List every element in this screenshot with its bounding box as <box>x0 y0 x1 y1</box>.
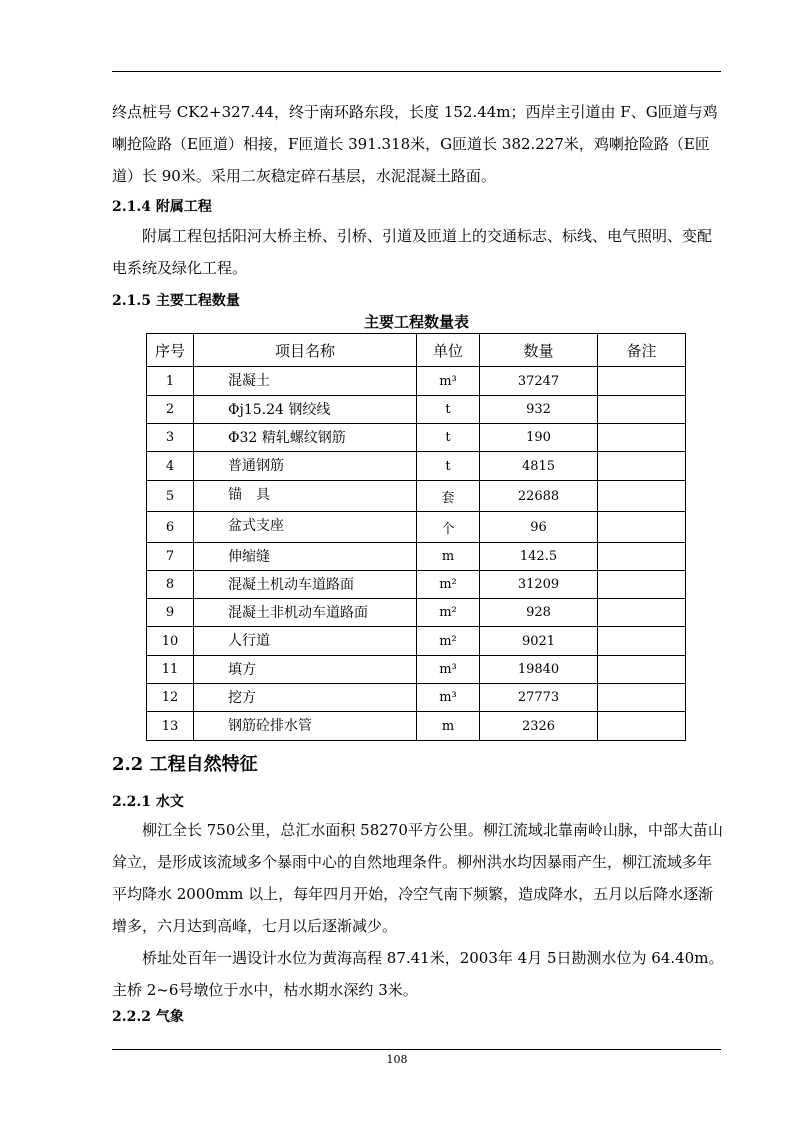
cell-unit: 个 <box>417 512 480 543</box>
section-2-1-4-text: 附属工程包括阳河大桥主桥、引桥、引道及匝道上的交通标志、标线、电气照明、变配电系统及绿化工程。 <box>112 227 713 277</box>
section-heading-2-2-2: 2.2.2 气象 <box>112 1009 184 1025</box>
table-row <box>147 571 686 599</box>
cell-unit: 套 <box>417 481 480 512</box>
cell-note <box>598 599 686 627</box>
table-row <box>147 712 686 741</box>
cell-qty: 2326 <box>480 712 598 741</box>
cell-qty: 190 <box>480 424 598 452</box>
table-row <box>147 512 686 543</box>
table-row <box>147 481 686 512</box>
cell-qty: 31209 <box>480 571 598 599</box>
cell-unit: m² <box>417 599 480 627</box>
cell-note <box>598 396 686 424</box>
cell-name: 填方 <box>194 656 417 684</box>
cell-name: 伸缩缝 <box>194 543 417 571</box>
cell-no: 5 <box>147 481 194 512</box>
cell-note <box>598 627 686 656</box>
cell-unit: t <box>417 424 480 452</box>
cell-note <box>598 712 686 741</box>
cell-name: 盆式支座 <box>194 512 417 543</box>
cell-unit: m² <box>417 571 480 599</box>
cell-qty: 19840 <box>480 656 598 684</box>
cell-name: 挖方 <box>194 684 417 712</box>
header-rule <box>112 71 721 72</box>
table-row <box>147 367 686 396</box>
intro-text: 终点桩号 CK2+327.44，终于南环路东段，长度 152.44m；西岸主引道由 F、G匝道与鸡喇抢险路（E匝道）相接，F匝道长 391.318米，G匝道长 382.227米，鸡喇抢险路（E匝道）长 90米。采用二灰稳定碎石基层，水泥混凝土路面。 <box>112 103 718 185</box>
section-heading-2-1-4: 2.1.4 附属工程 <box>112 199 212 215</box>
intro-paragraph <box>112 96 726 192</box>
cell-name: 混凝土 <box>194 367 417 396</box>
cell-note <box>598 571 686 599</box>
cell-no: 1 <box>147 367 194 396</box>
cell-name: 混凝土非机动车道路面 <box>194 599 417 627</box>
cell-name: 锚 具 <box>194 481 417 512</box>
cell-name: Φ32 精轧螺纹钢筋 <box>194 424 417 452</box>
cell-unit: t <box>417 396 480 424</box>
cell-name: 钢筋砼排水管 <box>194 712 417 741</box>
cell-note <box>598 656 686 684</box>
table-row <box>147 684 686 712</box>
cell-unit: m² <box>417 627 480 656</box>
cell-unit: m <box>417 712 480 741</box>
table-row <box>147 599 686 627</box>
cell-qty: 142.5 <box>480 543 598 571</box>
cell-unit: m <box>417 543 480 571</box>
section-2-2-1-body <box>112 814 726 1006</box>
cell-name: 普通钢筋 <box>194 452 417 481</box>
cell-name: Φj15.24 钢绞线 <box>194 396 417 424</box>
cell-qty: 22688 <box>480 481 598 512</box>
cell-note <box>598 424 686 452</box>
cell-no: 8 <box>147 571 194 599</box>
cell-no: 12 <box>147 684 194 712</box>
section-heading-2-2-1: 2.2.1 水文 <box>112 794 184 810</box>
cell-no: 3 <box>147 424 194 452</box>
cell-name: 混凝土机动车道路面 <box>194 571 417 599</box>
col-header-unit: 单位 <box>417 334 480 367</box>
cell-no: 4 <box>147 452 194 481</box>
cell-qty: 9021 <box>480 627 598 656</box>
table-row <box>147 627 686 656</box>
cell-name: 人行道 <box>194 627 417 656</box>
cell-note <box>598 367 686 396</box>
cell-no: 11 <box>147 656 194 684</box>
cell-qty: 932 <box>480 396 598 424</box>
section-heading-2-2: 2.2 工程自然特征 <box>112 754 258 775</box>
cell-note <box>598 543 686 571</box>
section-2-1-4-body <box>112 220 726 284</box>
quantity-table <box>146 333 686 741</box>
cell-unit: t <box>417 452 480 481</box>
cell-note <box>598 684 686 712</box>
cell-note <box>598 452 686 481</box>
table-row <box>147 424 686 452</box>
table-row <box>147 656 686 684</box>
cell-note <box>598 512 686 543</box>
cell-no: 13 <box>147 712 194 741</box>
page-number: 108 <box>386 1053 408 1066</box>
table-row <box>147 543 686 571</box>
cell-qty: 928 <box>480 599 598 627</box>
col-header-note: 备注 <box>598 334 686 367</box>
cell-unit: m³ <box>417 656 480 684</box>
cell-no: 9 <box>147 599 194 627</box>
table-row <box>147 452 686 481</box>
cell-qty: 4815 <box>480 452 598 481</box>
table-caption: 主要工程数量表 <box>363 313 469 331</box>
cell-qty: 37247 <box>480 367 598 396</box>
cell-no: 6 <box>147 512 194 543</box>
footer-rule <box>112 1049 721 1050</box>
cell-note <box>598 481 686 512</box>
hydrology-paragraph-1: 柳江全长 750公里，总汇水面积 58270平方公里。柳江流域北靠南岭山脉，中部大苗山耸立，是形成该流域多个暴雨中心的自然地理条件。柳州洪水均因暴雨产生，柳江流域多年平均降水 2000mm 以上，每年四月开始，冷空气南下频繁，造成降水，五月以后降水逐渐增多，六月达到高峰，七月以后逐渐减少。 <box>112 821 723 935</box>
table-header-row <box>147 334 686 367</box>
hydrology-paragraph-2: 桥址处百年一遇设计水位为黄海高程 87.41米，2003年 4月 5日勘测水位为 64.40m。主桥 2~6号墩位于水中，枯水期水深约 3米。 <box>112 949 724 999</box>
cell-unit: m³ <box>417 367 480 396</box>
section-heading-2-1-5: 2.1.5 主要工程数量 <box>112 293 240 309</box>
cell-qty: 96 <box>480 512 598 543</box>
cell-qty: 27773 <box>480 684 598 712</box>
col-header-name: 项目名称 <box>194 334 417 367</box>
cell-no: 2 <box>147 396 194 424</box>
table-row <box>147 396 686 424</box>
col-header-qty: 数量 <box>480 334 598 367</box>
cell-no: 10 <box>147 627 194 656</box>
cell-unit: m³ <box>417 684 480 712</box>
cell-no: 7 <box>147 543 194 571</box>
col-header-no: 序号 <box>147 334 194 367</box>
